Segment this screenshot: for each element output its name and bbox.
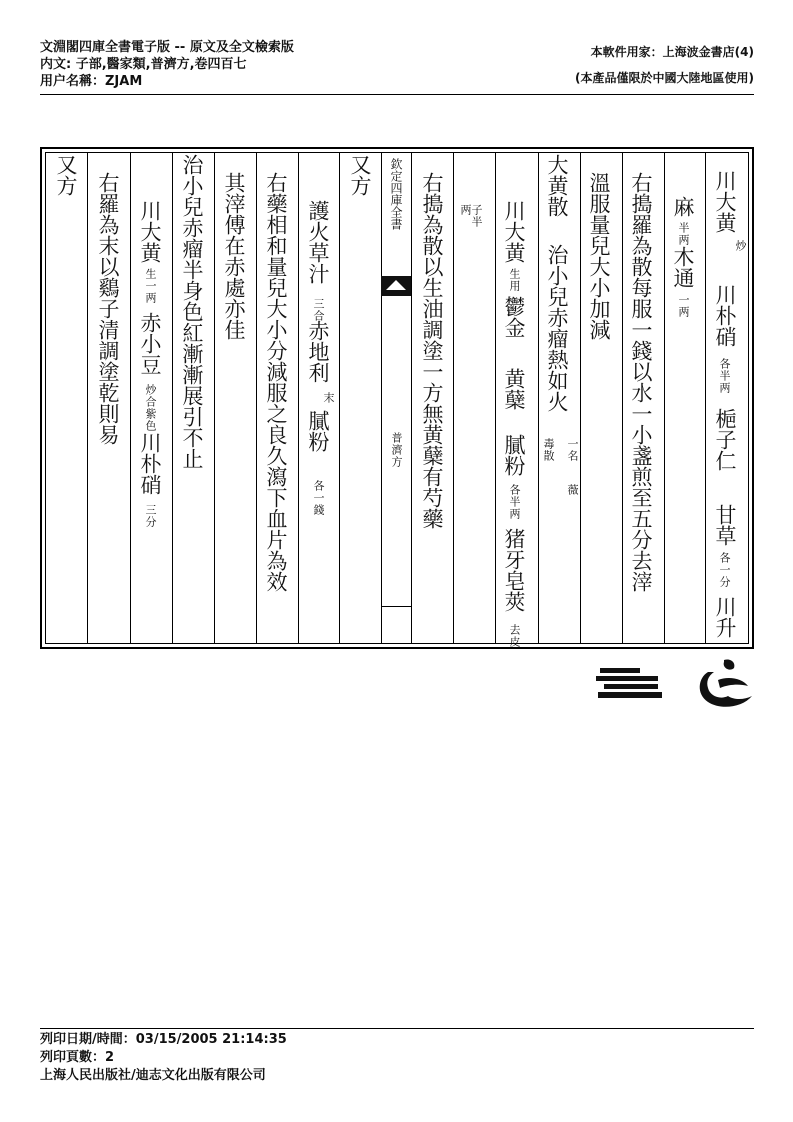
- footer-print-pages: 列印頁數：2: [40, 1050, 115, 1065]
- header-rule: [40, 94, 754, 95]
- column-divider: [87, 152, 88, 644]
- col1-text: 麻: [671, 196, 695, 217]
- column-divider: [214, 152, 215, 644]
- col0-note: 各半两: [718, 358, 731, 394]
- column-divider: [130, 152, 131, 644]
- column-divider: [381, 152, 382, 644]
- col5-text: 猪牙皂莢: [502, 528, 526, 612]
- col4-text: 治小兒赤瘤熱如火: [545, 244, 569, 412]
- col12-text: 其滓傅在赤處亦佳: [222, 172, 246, 340]
- col15-text: 右羅為末以鷄子清調塗乾則易: [96, 172, 120, 445]
- column-divider: [453, 152, 454, 644]
- spine-rule: [381, 606, 411, 607]
- column-divider: [339, 152, 340, 644]
- col1-note: 一两: [677, 294, 690, 318]
- col5-text: 川大黄: [502, 200, 526, 263]
- col10-note: 末: [322, 392, 335, 404]
- column-divider: [622, 152, 623, 644]
- col14-note: 炒合紫色: [144, 384, 157, 432]
- col2-text: 右搗羅為散每服一錢以水一小盞煎至五分去滓: [629, 172, 653, 592]
- footer-print-date: 列印日期/時間：03/15/2005 21:14:35: [40, 1032, 287, 1047]
- footer-rule: [40, 1028, 754, 1029]
- col5-note: 去皮: [508, 624, 521, 648]
- col0-text: 梔子仁: [713, 408, 737, 471]
- footer-publisher: 上海人民出版社/迪志文化出版有限公司: [40, 1068, 266, 1083]
- publisher-logo-icon: [596, 666, 664, 702]
- col14-text: 川朴硝: [138, 432, 162, 495]
- col14-text: 赤小豆: [138, 312, 162, 375]
- header-username: 用户名稱：ZJAM: [40, 74, 143, 89]
- col4-title: 大黄散: [545, 154, 569, 217]
- col14-text: 川大黄: [138, 200, 162, 263]
- col16-text: 又方: [54, 154, 78, 196]
- column-divider: [411, 152, 412, 644]
- col14-note: 三分: [144, 504, 157, 528]
- col4-note: 一名: [566, 438, 579, 462]
- col10-note: 三合: [312, 298, 325, 322]
- spine-fishtail-icon: [386, 280, 406, 290]
- col6-note: 子半: [470, 204, 483, 228]
- header-licensee: 本軟件用家：上海波金書店(4): [590, 45, 754, 59]
- col3-text: 溫服量兒大小加減: [587, 172, 611, 340]
- column-divider: [172, 152, 173, 644]
- col0-text: 川大黄: [713, 170, 737, 233]
- col10-text: 護火草汁: [306, 200, 330, 284]
- col0-note: 炒: [734, 240, 747, 252]
- col0-text: 甘草: [713, 504, 737, 546]
- col10-text: 膩粉: [306, 410, 330, 452]
- col1-text: 木通: [671, 246, 695, 288]
- col11-text: 右藥相和量兒大小分減服之良久瀉下血片為效: [264, 172, 288, 592]
- header-content-path: 内文: 子部,醫家類,普濟方,卷四百七: [40, 57, 247, 72]
- col14-note: 生一两: [144, 268, 157, 304]
- col13-text: 治小兒赤瘤半身色紅漸漸展引不止: [180, 154, 204, 469]
- column-divider: [664, 152, 665, 644]
- col5-note: 生用: [508, 268, 521, 292]
- col0-text: 川朴硝: [713, 284, 737, 347]
- column-divider: [538, 152, 539, 644]
- column-divider: [256, 152, 257, 644]
- col4-note: 薇: [566, 484, 579, 496]
- col7-text: 右搗為散以生油調塗一方無黄蘖有芍藥: [420, 172, 444, 529]
- col6-note: 两: [459, 204, 472, 216]
- col5-note: 各半两: [508, 484, 521, 520]
- spine-subtitle: 普濟方: [390, 432, 403, 468]
- col10-note: 各一錢: [312, 480, 325, 516]
- col5-text: 黄蘖: [502, 368, 526, 410]
- col9-text: 又方: [348, 154, 372, 196]
- spine-title: 欽定四庫全書: [389, 158, 403, 230]
- col5-text: 膩粉: [502, 434, 526, 476]
- column-divider: [705, 152, 706, 644]
- column-divider: [298, 152, 299, 644]
- col0-text: 川升: [713, 596, 737, 638]
- seal-stamp-icon: [694, 656, 756, 710]
- column-divider: [495, 152, 496, 644]
- col4-note: 毒散: [542, 438, 555, 462]
- col10-text: 赤地利: [306, 320, 330, 383]
- header-region-note: (本產品僅限於中國大陸地區使用): [575, 71, 754, 85]
- col5-text: 鬱金: [502, 296, 526, 338]
- col1-note: 半两: [677, 222, 690, 246]
- header-title: 文淵閣四庫全書電子版 -- 原文及全文檢索版: [40, 40, 294, 55]
- col0-note: 各一分: [718, 552, 731, 588]
- column-divider: [580, 152, 581, 644]
